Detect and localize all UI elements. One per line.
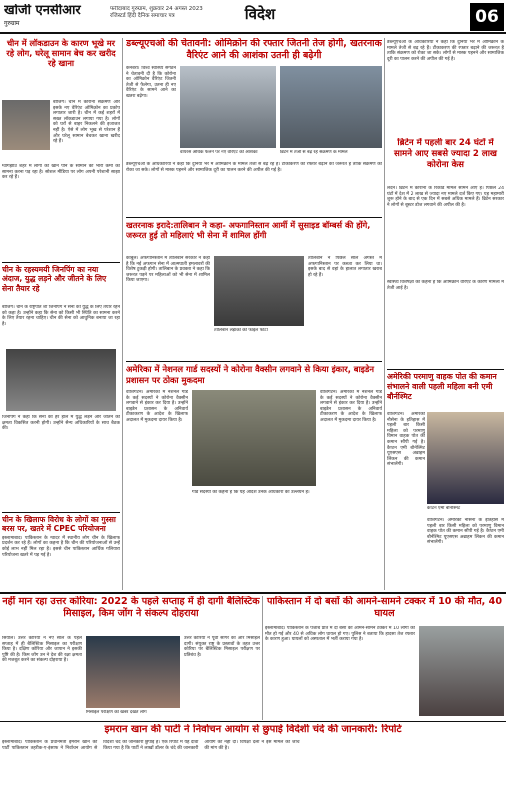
divider	[126, 361, 382, 362]
covid-workers-photo	[180, 66, 276, 148]
column-divider	[384, 38, 385, 590]
crowd-photo	[280, 66, 382, 148]
bottom-story-2-body: इस्लामाबाद। पाकिस्तान के पंजाब प्रांत में दो बसों की आमने-सामने टक्कर में 10 लोगों की मौत हो गई और 40 से अधिक लोग घायल हो गए। पुलिस ने बताया कि हादसा तेज रफ्तार के कारण हुआ। घायलों को अस्पताल में भर्ती कराया गया है।	[265, 626, 415, 643]
dateline-date: फरीदाबाद गुरुग्राम, शुक्रवार 24 अगस्त 2023	[110, 6, 203, 12]
missile-photo-caption: मिसाइल परीक्षण की खबर देखते लोग	[86, 710, 147, 715]
bottom-story-3	[2, 724, 504, 798]
right-story-2-headline: अमेरिकी परमाणु वाहक पोत की कमान संभालने वाली पहली महिला बनी एमी बौर्नश्मिट	[387, 372, 497, 401]
brand-name: खोजी एनसीआर	[4, 4, 81, 18]
left-story-2-headline: चीन के रहस्यमयी जिनपिंग का नया अंदाज, युद्ध लड़ने और जीतने के लिए सेना तैयार रहे	[2, 265, 107, 293]
right-top-continuation: डब्ल्यूएचओ के अधिकारियों ने कहा कि दुनिया भर में ओमिक्रोन के मामले तेजी से बढ़ रहे हैं। टीकाकरण की रफ्तार बढ़ाने की जरूरत है ताकि संक्रमण को रोका जा सके। लोगों से मास्क पहनने और सामाजिक दूरी का पालन करने की अपील की गई है।	[387, 40, 504, 62]
right-story-1-headline: ब्रिटेन में पहली बार 24 घंटों में सामने आए सबसे ज्यादा 2 लाख कोरोना केस	[394, 138, 497, 170]
column-divider	[122, 38, 123, 590]
bottom-story-1	[2, 596, 260, 720]
divider	[2, 262, 120, 263]
missile-tv-photo	[86, 636, 180, 708]
mid-story-2	[126, 220, 382, 360]
bottom-story-3-headline: इमरान खान की पार्टी ने निर्वाचन आयोग से छुपाई विदेशी चंदे की जानकारी: रिपोर्ट	[104, 724, 402, 735]
right-story-1-body: लंदन। ब्रिटेन में कोरोना के रिकॉर्ड मामले सामने आए हैं। पिछले 24 घंटों में देश में 2 लाख से ज्यादा नए मामले दर्ज किए गए। यह महामारी शुरू होने के बाद से एक दिन में सबसे अधिक मामले हैं। ब्रिटेन सरकार ने लोगों से बूस्टर डोज लगवाने की अपील की है।	[387, 186, 504, 208]
bottom-story-1-headline: नहीं मान रहा उत्तर कोरिया: 2022 के पहले सप्ताह में ही दागी बैलिस्टिक मिसाइल, किम जोंग ने संकल्प दोहराया	[2, 596, 260, 619]
lockdown-photo	[2, 100, 50, 150]
bottom-story-1-body-2: उत्तर कोरिया ने पूर्वी सागर की ओर मिसाइल दागी। संयुक्त राष्ट्र के प्रस्तावों के तहत उत्तर कोरिया पर बैलिस्टिक मिसाइल परीक्षण पर प्रतिबंध है।	[184, 636, 260, 658]
left-story-1-body: बीजिंग। चीन में कोरोना संक्रमण और इसके नए वेरिएंट ओमिक्रोन का प्रकोप लगातार जारी है। चीन में कई शहरों में सख्त लॉकडाउन लगाया गया है। लोगों को घरों से बाहर निकलने की इजाजत नहीं है। ऐसे में लोग भूख से परेशान हैं और घरेलू सामान बेचकर खाना खरीद रहे हैं।	[53, 100, 120, 145]
mid-story-3-headline: अमेरिका में नेशनल गार्ड सदस्यों ने कोरोना वैक्सीन लगवाने से किया इंकार, बाइडेन प्रशासन पर ठोका मुकदमा	[126, 364, 375, 385]
taliban-photo-caption: तालिबान लड़ाकों की फाइल फोटो	[214, 328, 268, 333]
right-story-2-body: वॉशिंगटन। अमेरिकी नौसेना के इतिहास में पहली बार किसी महिला को परमाणु विमान वाहक पोत की कमान सौंपी गई है। कैप्टन एमी बौर्नश्मिट यूएसएस अब्राहम लिंकन की कमान संभालेंगी।	[387, 412, 425, 468]
page-number: 06	[470, 3, 504, 31]
left-story-1-headline: चीन में लॉकडाउन के कारण भूखे मर रहे लोग, घरेलू सामान बेच कर खरीद रहे खाना	[6, 38, 116, 68]
section-title: विदेश	[244, 5, 276, 23]
divider	[387, 369, 504, 370]
mid-story-3-body-3: वॉशिंगटन। अमेरिका में नेशनल गार्ड के कई सदस्यों ने कोरोना वैक्सीन लगवाने से इंकार कर दिया है। उन्होंने बाइडेन प्रशासन के अनिवार्य टीकाकरण के आदेश के खिलाफ अदालत में मुकदमा दायर किया है।	[320, 390, 382, 423]
xi-jinping-photo	[6, 349, 116, 411]
horizontal-divider	[0, 721, 506, 722]
left-story-3-headline: चीन के खिलाफ विरोध के लोगों का गुस्सा बरस पर, खतरे में CPEC परियोजना	[2, 515, 116, 534]
mid-story-1-headline: डब्ल्यूएचओ की चेतावनी: ओमिक्रोन की रफ्तार जितनी तेज होगी, खतरनाक वैरिएंट आने की आशंका उतनी ही बढ़ेगी	[126, 38, 382, 61]
bus-accident-photo	[419, 626, 504, 716]
taliban-photo	[214, 256, 304, 326]
right-story-2	[387, 372, 504, 590]
navy-captain-caption: कैप्टन एमी बौर्नश्मिट	[427, 506, 461, 511]
mid-story-3-body-2: गार्ड सदस्यों का कहना है कि यह आदेश उनके अधिकारों का उल्लंघन है।	[192, 490, 310, 495]
column-divider	[262, 596, 263, 720]
bottom-story-2	[265, 596, 504, 720]
mid-story-1-body: डब्ल्यूएचओ के अधिकारियों ने कहा कि दुनिया भर में ओमिक्रोन के मामले तेजी से बढ़ रहे हैं। टीकाकरण की रफ्तार बढ़ाने की जरूरत है ताकि संक्रमण को रोका जा सके। लोगों से मास्क पहनने और सामाजिक दूरी का पालन करने की अपील की गई है।	[126, 162, 382, 173]
mid-story-3	[126, 364, 382, 590]
mid-story-1-caption-left: कैनबरा। विश्व स्वास्थ्य संगठन ने चेतावनी दी है कि कोरोना का ओमिक्रोन वैरिएंट जितनी तेजी से फैलेगा, उतना ही नए वैरिएंट के सामने आने का खतरा बढ़ेगा।	[126, 66, 176, 99]
bottom-story-3-body: इस्लामाबाद। पाकिस्तान के प्रधानमंत्री इमरान खान की पार्टी पाकिस्तान तहरीक-ए-इंसाफ ने निर्वाचन आयोग से विदेशी चंदे की जानकारी छुपाई है। एक रिपोर्ट में यह दावा किया गया है कि पार्टी ने लाखों डॉलर के चंदे की जानकारी आयोग को नहीं दी। विपक्षी दलों ने इस मामले की जांच की मांग की है।	[2, 740, 300, 751]
photo-caption-2: ब्रिटेन में तेजी से बढ़ रहे संक्रमण के मामले	[280, 150, 348, 155]
divider	[126, 217, 382, 218]
newspaper-logo	[4, 4, 96, 30]
bottom-story-1-body: सियोल। उत्तर कोरिया ने नए साल के पहले सप्ताह में ही बैलिस्टिक मिसाइल का परीक्षण किया है। दक्षिण कोरिया और जापान ने इसकी पुष्टि की है। किम जोंग उन ने देश की रक्षा क्षमता को मजबूत करने का संकल्प दोहराया है।	[2, 636, 82, 664]
left-story-2-body: बीजिंग। चीन के राष्ट्रपति शी जिनपिंग ने सेना को युद्ध के लिए तैयार रहने को कहा है। उन्होंने कहा कि सेना को किसी भी स्थिति का सामना करने के लिए तैयार रहना चाहिए। चीन की सेना को आधुनिक बनाया जा रहा है।	[2, 305, 120, 327]
left-story-1-body-2: ग्वांगझोउ शहर में लोगों को खाने पीने के सामान की भारी कमी का सामना करना पड़ रहा है। सोशल मीडिया पर लोग अपनी परेशानी साझा कर रहे हैं।	[2, 164, 120, 181]
bottom-story-2-headline: पाकिस्तान में दो बसों की आमने-सामने टक्कर में 10 की मौत, 40 घायल	[266, 596, 502, 619]
photo-caption-1: वायरस अधिक फैलने पर नए वेरिएंट की आशंका	[180, 150, 258, 155]
dateline	[110, 6, 240, 20]
national-guard-photo	[192, 390, 316, 486]
left-story-1	[2, 38, 120, 260]
left-story-3-body: इस्लामाबाद। पाकिस्तान के ग्वादर में स्थानीय लोग चीन के खिलाफ प्रदर्शन कर रहे हैं। लोगों का कहना है कि चीन की परियोजनाओं से उन्हें कोई लाभ नहीं मिल रहा है। इससे चीन पाकिस्तान आर्थिक गलियारा परियोजना खतरे में पड़ गई है।	[2, 535, 120, 558]
brand-subtitle: गुरुग्राम	[4, 20, 20, 27]
mid-story-1	[126, 38, 382, 216]
right-story-1-body-2: स्वास्थ्य विशेषज्ञों का कहना है कि ओमिक्रोन वैरिएंट के कारण मामलों में तेजी आई है।	[387, 280, 504, 291]
mid-story-2-body: काबुल। अफगानिस्तान में तालिबान सरकार ने कहा है कि नई अफगान सेना में आत्मघाती हमलावरों की विशेष टुकड़ी होगी। तालिबान के प्रवक्ता ने कहा कि जरूरत पड़ने पर महिलाओं को भी सेना में शामिल किया जाएगा।	[126, 256, 210, 284]
horizontal-divider	[0, 592, 506, 594]
mid-story-2-headline: खतरनाक इरादे:तालिबान ने कहा- अफगानिस्तान आर्मी में सुसाइड बॉम्बर्स की होंगे, जरूरत हुई तो महिलाएं भी सेना में शामिल होंगी	[126, 220, 371, 241]
divider	[2, 512, 120, 513]
right-story-2-body-2: वॉशिंगटन। अमेरिकी नौसेना के इतिहास में पहली बार किसी महिला को परमाणु विमान वाहक पोत की कमान सौंपी गई है। कैप्टन एमी बौर्नश्मिट यूएसएस अब्राहम लिंकन की कमान संभालेंगी।	[427, 518, 504, 546]
navy-captain-photo	[427, 412, 504, 504]
right-story-1	[387, 138, 504, 368]
dateline-registration: रजिस्टर्ड हिंदी दैनिक समाचार पत्र	[110, 13, 175, 19]
left-story-2-body-2: जिनपिंग ने कहा कि सेना को हर हाल में युद्ध लड़ने और जीतने की क्षमता विकसित करनी होगी। उन्होंने सैन्य अधिकारियों के साथ बैठक की।	[2, 415, 120, 432]
mid-story-3-body: वॉशिंगटन। अमेरिका में नेशनल गार्ड के कई सदस्यों ने कोरोना वैक्सीन लगवाने से इंकार कर दिया है। उन्होंने बाइडेन प्रशासन के अनिवार्य टीकाकरण के आदेश के खिलाफ अदालत में मुकदमा दायर किया है।	[126, 390, 188, 423]
left-story-3	[2, 515, 120, 590]
mid-story-2-body-2: तालिबान ने पिछले साल अगस्त में अफगानिस्तान पर कब्जा कर लिया था। इसके बाद से वहां के हालात लगातार खराब हो रहे हैं।	[308, 256, 382, 278]
left-story-2	[2, 265, 120, 510]
